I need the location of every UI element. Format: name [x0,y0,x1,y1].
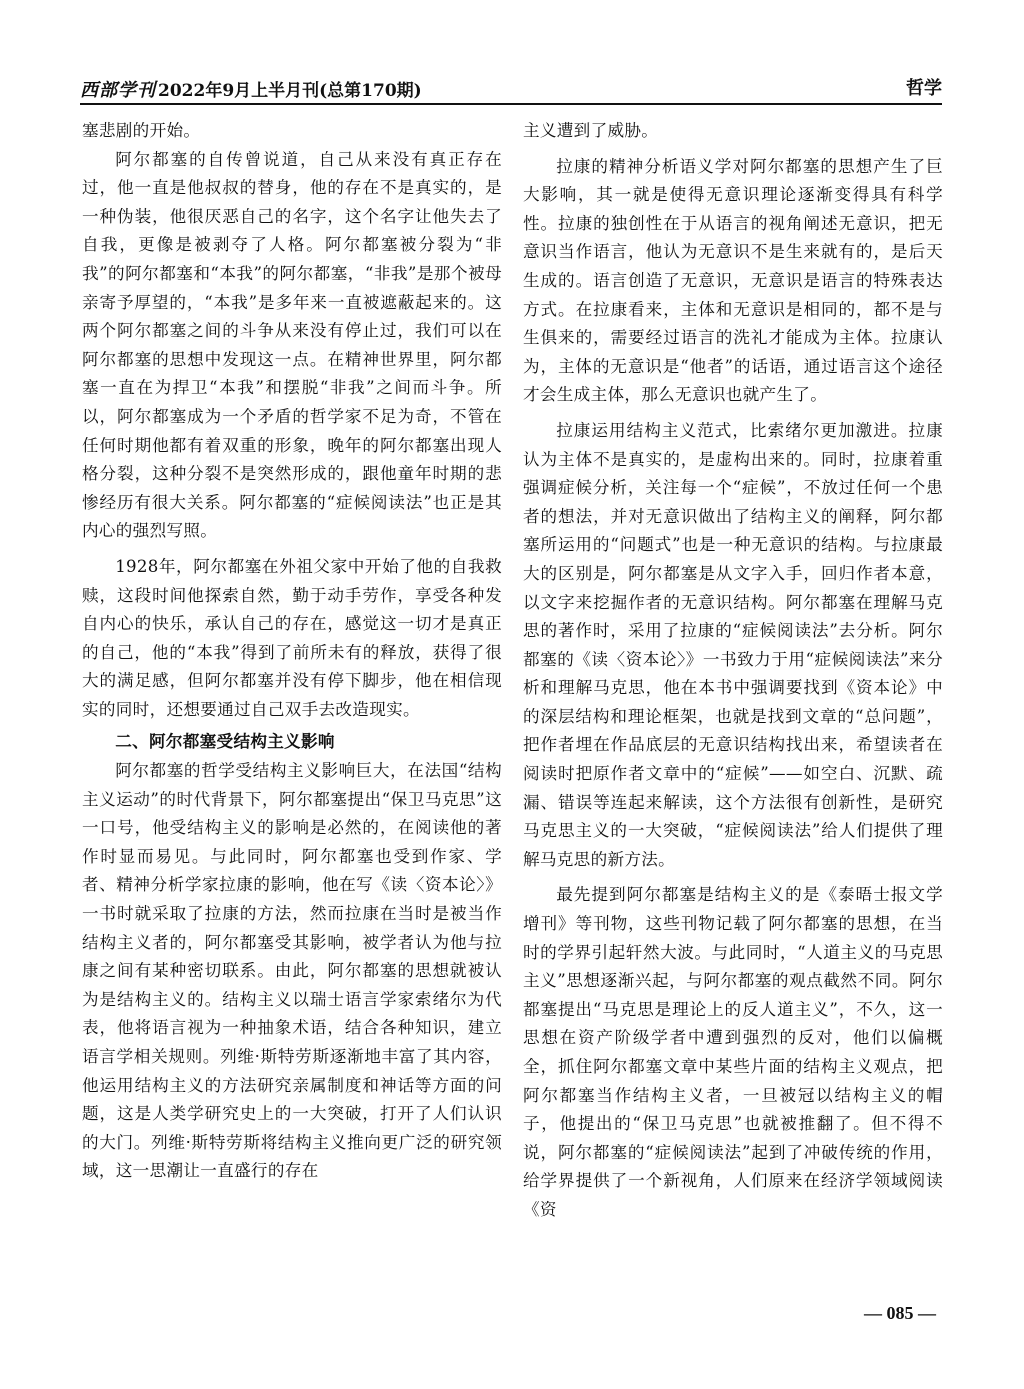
paragraph: 拉康运用结构主义范式，比索绪尔更加激进。拉康认为主体不是真实的，是虚构出来的。同时，拉康着重强调症候分析，关注每一个“症候”，不放过任何一个患者的想法，并对无意识做出了结构主义的阐释，阿尔都塞所运用的“问题式”也是一种无意识的结构。与拉康最大的区别是，阿尔都塞是从文字入手，回归作者本意，以文字来挖掘作者的无意识结构。阿尔都塞在理解马克思的著作时，采用了拉康的“症候阅读法”去分析。阿尔都塞的《读〈资本论〉》一书致力于用“症候阅读法”来分析和理解马克思，他在本书中强调要找到《资本论》中的深层结构和理论框架，也就是找到文章的“总问题”，把作者埋在作品底层的无意识结构找出来，希望读者在阅读时把原作者文章中的“症候”——如空白、沉默、疏漏、错误等连起来解读，这个方法很有创新性，是研究马克思主义的一大突破，“症候阅读法”给人们提供了理解马克思的新方法。 [523,420,943,869]
paragraph: 拉康的精神分析语义学对阿尔都塞的思想产生了巨大影响，其一就是使得无意识理论逐渐变得具有科学性。拉康的独创性在于从语言的视角阐述无意识，把无意识当作语言，他认为无意识不是生来就有的，是后天生成的。语言创造了无意识，无意识是语言的特殊表达方式。在拉康看来，主体和无意识是相同的，都不是与生俱来的，需要经过语言的洗礼才能成为主体。拉康认为，主体的无意识是“他者”的话语，通过语言这个途径才会生成主体，那么无意识也就产生了。 [523,156,943,405]
header-rule [80,103,942,105]
paragraph: 最先提到阿尔都塞是结构主义的是《泰晤士报文学增刊》等刊物，这些刊物记载了阿尔都塞的思想，在当时的学界引起轩然大波。与此同时，“人道主义的马克思主义”思想逐渐兴起，与阿尔都塞的观点截然不同。阿尔都塞提出“马克思是理论上的反人道主义”，不久，这一思想在资产阶级学者中遭到强烈的反对，他们以偏概全，抓住阿尔都塞文章中某些片面的结构主义观点，把阿尔都塞当作结构主义者，一旦被冠以结构主义的帽子，他提出的“保卫马克思”也就被推翻了。但不得不说，阿尔都塞的“症候阅读法”起到了冲破传统的作用，给学界提供了一个新视角，人们原来在经济学领域阅读《资 [523,885,943,1219]
paragraph: 阿尔都塞的哲学受结构主义影响巨大，在法国“结构主义运动”的时代背景下，阿尔都塞提出“保卫马克思”这一口号，他受结构主义的影响是必然的，在阅读他的著作时显而易见。与此同时，阿尔都塞也受到作家、学者、精神分析学家拉康的影响，他在写《读〈资本论〉》一书时就采取了拉康的方法，然而拉康在当时是被当作结构主义者的，阿尔都塞受其影响，被学者认为他与拉康之间有某种密切联系。由此，阿尔都塞的思想就被认为是结构主义的。结构主义以瑞士语言学家索绪尔为代表，他将语言视为一种抽象术语，结合各种知识，建立语言学相关规则。列维·斯特劳斯逐渐地丰富了其内容，他运用结构主义的方法研究亲属制度和神话等方面的问题，这是人类学研究史上的一大突破，打开了人们认识的大门。列维·斯特劳斯将结构主义推向更广泛的研究领域，这一思潮让一直盛行的存在 [82,761,502,1181]
page-number: — 085 — [864,1303,936,1323]
issue-info: 2022年9月上半月刊(总第170期) [158,81,422,101]
page-header [80,74,942,102]
section-heading: 二、阿尔都塞受结构主义影响 [115,732,335,752]
left-column [82,117,502,1186]
section-label: 哲学 [906,78,942,99]
paragraph: 塞悲剧的开始。 [82,121,201,140]
paragraph: 主义遭到了威胁。 [523,121,659,140]
right-column [523,117,943,1225]
journal-title [80,76,422,102]
paragraph: 阿尔都塞的自传曾说道，自己从来没有真正存在过，他一直是他叔叔的替身，他的存在不是真实的，是一种伪装，他很厌恶自己的名字，这个名字让他失去了自我，更像是被剥夺了人格。阿尔都塞被分裂为“非我”的阿尔都塞和“本我”的阿尔都塞，“非我”是那个被母亲寄予厚望的，“本我”是多年来一直被遮蔽起来的。这两个阿尔都塞之间的斗争从来没有停止过，我们可以在阿尔都塞的思想中发现这一点。在精神世界里，阿尔都塞一直在为捍卫“本我”和摆脱“非我”之间而斗争。所以，阿尔都塞成为一个矛盾的哲学家不足为奇，不管在任何时期他都有着双重的形象，晚年的阿尔都塞出现人格分裂，这种分裂不是突然形成的，跟他童年时期的悲惨经历有很大关系。阿尔都塞的“症候阅读法”也正是其内心的强烈写照。 [82,149,502,541]
paragraph: 1928年，阿尔都塞在外祖父家中开始了他的自我救赎，这段时间他探索自然，勤于动手劳作，享受各种发自内心的快乐，承认自己的存在，感觉这一切才是真正的自己，他的“本我”得到了前所未有的释放，获得了很大的满足感，但阿尔都塞并没有停下脚步，他在相信现实的同时，还想要通过自己双手去改造现实。 [82,556,502,719]
journal-logo: 西部学刊 [80,80,156,101]
